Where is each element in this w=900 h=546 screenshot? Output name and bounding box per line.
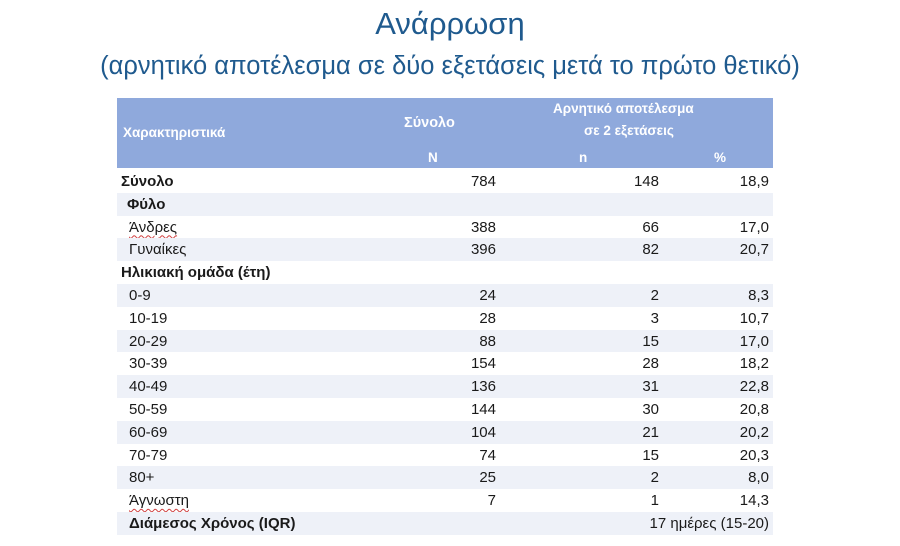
table-row [117,330,773,353]
table-row [117,284,773,307]
row-N: 136 [470,378,496,396]
header-negative-line1: Αρνητικό αποτέλεσμα [553,101,694,116]
header-N: N [428,150,438,165]
row-n: 30 [642,400,659,418]
row-pct: 18,9 [739,173,769,190]
row-N: 7 [487,492,496,510]
table-row-total [117,170,773,193]
row-label: 70-79 [129,446,168,464]
recovery-table [117,98,773,535]
row-label: 40-49 [129,378,168,396]
header-pct: % [714,150,727,165]
row-pct: 20,7 [739,241,769,259]
table-row-age-section [117,261,773,284]
table-row [117,375,773,398]
row-n: 28 [642,355,659,373]
row-label: Σύνολο [121,173,174,190]
row-label: 30-39 [129,355,168,373]
row-N: 25 [479,469,496,487]
row-N: 104 [470,423,496,441]
median-label: Διάμεσος Χρόνος (IQR) [129,514,296,532]
row-n: 15 [642,332,659,350]
row-n: 1 [650,492,659,510]
row-label: Φύλο [127,195,166,213]
header-total: Σύνολο [404,115,455,131]
row-label: 10-19 [129,309,168,327]
row-pct: 18,2 [739,355,769,373]
row-n: 3 [650,309,659,327]
row-n: 148 [633,173,659,190]
table-row [117,466,773,489]
row-N: 396 [470,241,496,259]
row-label: Γυναίκες [129,241,187,259]
row-pct: 17,0 [739,332,769,350]
row-n: 2 [650,469,659,487]
row-N: 784 [470,173,496,190]
row-N: 28 [479,309,496,327]
row-label: 80+ [129,469,155,487]
row-n: 21 [642,423,659,441]
row-label: Ηλικιακή ομάδα (έτη) [121,264,271,282]
row-pct: 20,8 [739,400,769,418]
row-pct: 10,7 [739,309,769,327]
table-row [117,489,773,512]
row-n: 82 [642,241,659,259]
row-N: 24 [479,286,496,304]
page-title: Ανάρρωση [375,6,525,41]
row-label: Άγνωστη [129,492,189,510]
table-body [117,170,773,535]
table-row [117,398,773,421]
table-row-sex-section [117,193,773,216]
header-negative-line2: σε 2 εξετάσεις [584,123,674,138]
row-N: 74 [479,446,496,464]
page-subtitle: (αρνητικό αποτέλεσμα σε δύο εξετάσεις μετά το πρώτο θετικό) [100,52,800,80]
row-N: 388 [470,218,496,236]
table-row [117,216,773,239]
table-row [117,238,773,261]
row-label: Άνδρες [129,218,178,236]
table-row [117,352,773,375]
row-label: 60-69 [129,423,168,441]
row-pct: 8,3 [748,286,769,304]
table-row [117,307,773,330]
table-header [117,98,773,168]
row-n: 2 [650,286,659,304]
row-n: 66 [642,218,659,236]
header-n: n [579,150,588,165]
table-row [117,444,773,467]
header-characteristics: Χαρακτηριστικά [123,125,226,140]
row-N: 88 [479,332,496,350]
row-n: 15 [642,446,659,464]
row-pct: 8,0 [748,469,769,487]
row-pct: 14,3 [739,492,769,510]
row-n: 31 [642,378,659,396]
row-label: 0-9 [129,286,151,304]
table-row-median [117,512,773,535]
row-pct: 20,3 [739,446,769,464]
row-pct: 20,2 [739,423,769,441]
row-pct: 17,0 [739,218,769,236]
row-label: 50-59 [129,400,168,418]
row-N: 154 [470,355,496,373]
row-pct: 22,8 [739,378,769,396]
row-label: 20-29 [129,332,168,350]
row-N: 144 [470,400,496,418]
table-row [117,421,773,444]
median-value: 17 ημέρες (15-20) [649,514,769,532]
